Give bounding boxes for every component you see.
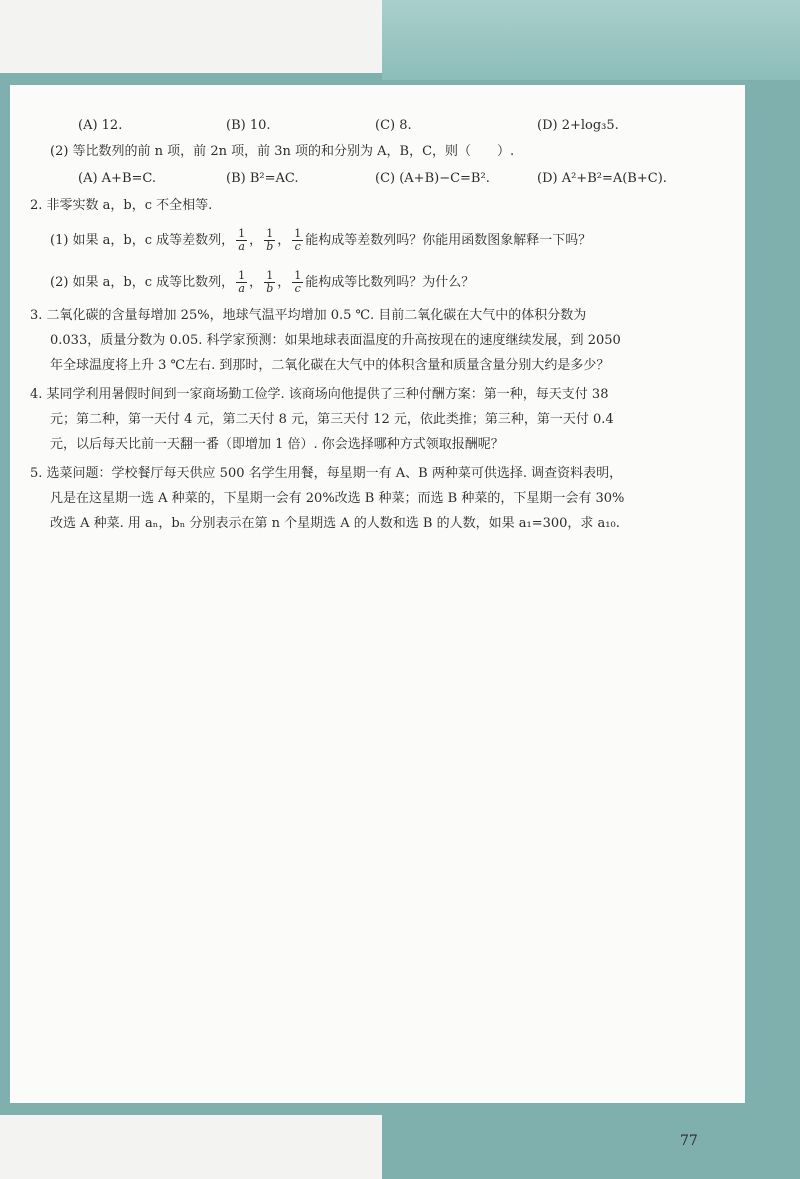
q2-part2: (2) 如果 a，b，c 成等比数列， $\frac{1}{a}$ ， $\frac{1}{b}$ ， $\frac{1}{c}$ 能构成等比数列吗？为什么？ bbox=[50, 269, 475, 295]
q4-line-2: 元；第二种，第一天付 4 元，第二天付 8 元，第三天付 12 元，依此类推；第三种，第一天付 0.4 bbox=[50, 412, 614, 427]
q1-part2-stem: (2) 等比数列的前 n 项，前 2n 项，前 3n 项的和分别为 A，B，C，则（ ）. bbox=[50, 144, 515, 159]
q1-part2-option-b: (B) B²=AC. bbox=[226, 171, 299, 186]
q3-line-2: 0.033，质量分数为 0.05. 科学家预测：如果地球表面温度的升高按现在的速度继续发展，到 2050 bbox=[50, 333, 621, 348]
q2-part2-prefix: (2) 如果 a，b，c 成等比数列， bbox=[50, 275, 235, 290]
page-number: 77 bbox=[680, 1133, 698, 1149]
q2-stem: 2. 非零实数 a，b，c 不全相等. bbox=[30, 198, 213, 213]
q1-option-a: (A) 12. bbox=[78, 118, 123, 133]
q3-line-3: 年全球温度将上升 3 ℃左右. 到那时，二氧化碳在大气中的体积含量和质量含量分别大约是多少？ bbox=[50, 358, 610, 373]
background-band-top bbox=[382, 0, 800, 80]
fraction-1-over-b: $\frac{1}{b}$ bbox=[266, 269, 274, 295]
q5-line-1: 5. 选菜问题：学校餐厅每天供应 500 名学生用餐，每星期一有 A、B 两种菜可供选择. 调查资料表明， bbox=[30, 466, 623, 481]
q2-part1-prefix: (1) 如果 a，b，c 成等差数列， bbox=[50, 233, 235, 248]
q1-option-c: (C) 8. bbox=[375, 118, 412, 133]
q3-line-1: 3. 二氧化碳的含量每增加 25%，地球气温平均增加 0.5 ℃. 目前二氧化碳在大气中的体积分数为 bbox=[30, 308, 587, 323]
q1-part2-option-a: (A) A+B=C. bbox=[78, 171, 157, 186]
q2-part2-suffix: 能构成等比数列吗？为什么？ bbox=[305, 275, 475, 290]
fraction-1-over-b: $\frac{1}{b}$ bbox=[266, 227, 274, 253]
q1-option-b: (B) 10. bbox=[226, 118, 271, 133]
q1-part2-option-c: (C) (A+B)−C=B². bbox=[375, 171, 490, 186]
fraction-1-over-c: $\frac{1}{c}$ bbox=[294, 269, 302, 295]
q5-line-2: 凡是在这星期一选 A 种菜的，下星期一会有 20%改选 B 种菜；而选 B 种菜的，下星期一会有 30% bbox=[50, 491, 625, 506]
q2-part1-suffix: 能构成等差数列吗？你能用函数图象解释一下吗？ bbox=[305, 233, 592, 248]
q1-option-d: (D) 2+log₃5. bbox=[537, 118, 619, 133]
q1-part2-option-d: (D) A²+B²=A(B+C). bbox=[537, 171, 667, 186]
q5-line-3: 改选 A 种菜. 用 aₙ，bₙ 分别表示在第 n 个星期选 A 的人数和选 B 的人数，如果 a₁=300，求 a₁₀. bbox=[50, 516, 620, 531]
q2-part1: (1) 如果 a，b，c 成等差数列， $\frac{1}{a}$ ， $\frac{1}{b}$ ， $\frac{1}{c}$ 能构成等差数列吗？你能用函数图象解释一下吗？ bbox=[50, 227, 592, 253]
q4-line-1: 4. 某同学利用暑假时间到一家商场勤工俭学. 该商场向他提供了三种付酬方案：第一种，每天支付 38 bbox=[30, 387, 609, 402]
q4-line-3: 元，以后每天比前一天翻一番（即增加 1 倍）. 你会选择哪种方式领取报酬呢？ bbox=[50, 437, 504, 452]
fraction-1-over-c: $\frac{1}{c}$ bbox=[294, 227, 302, 253]
fraction-1-over-a: $\frac{1}{a}$ bbox=[238, 227, 246, 253]
fraction-1-over-a: $\frac{1}{a}$ bbox=[238, 269, 246, 295]
